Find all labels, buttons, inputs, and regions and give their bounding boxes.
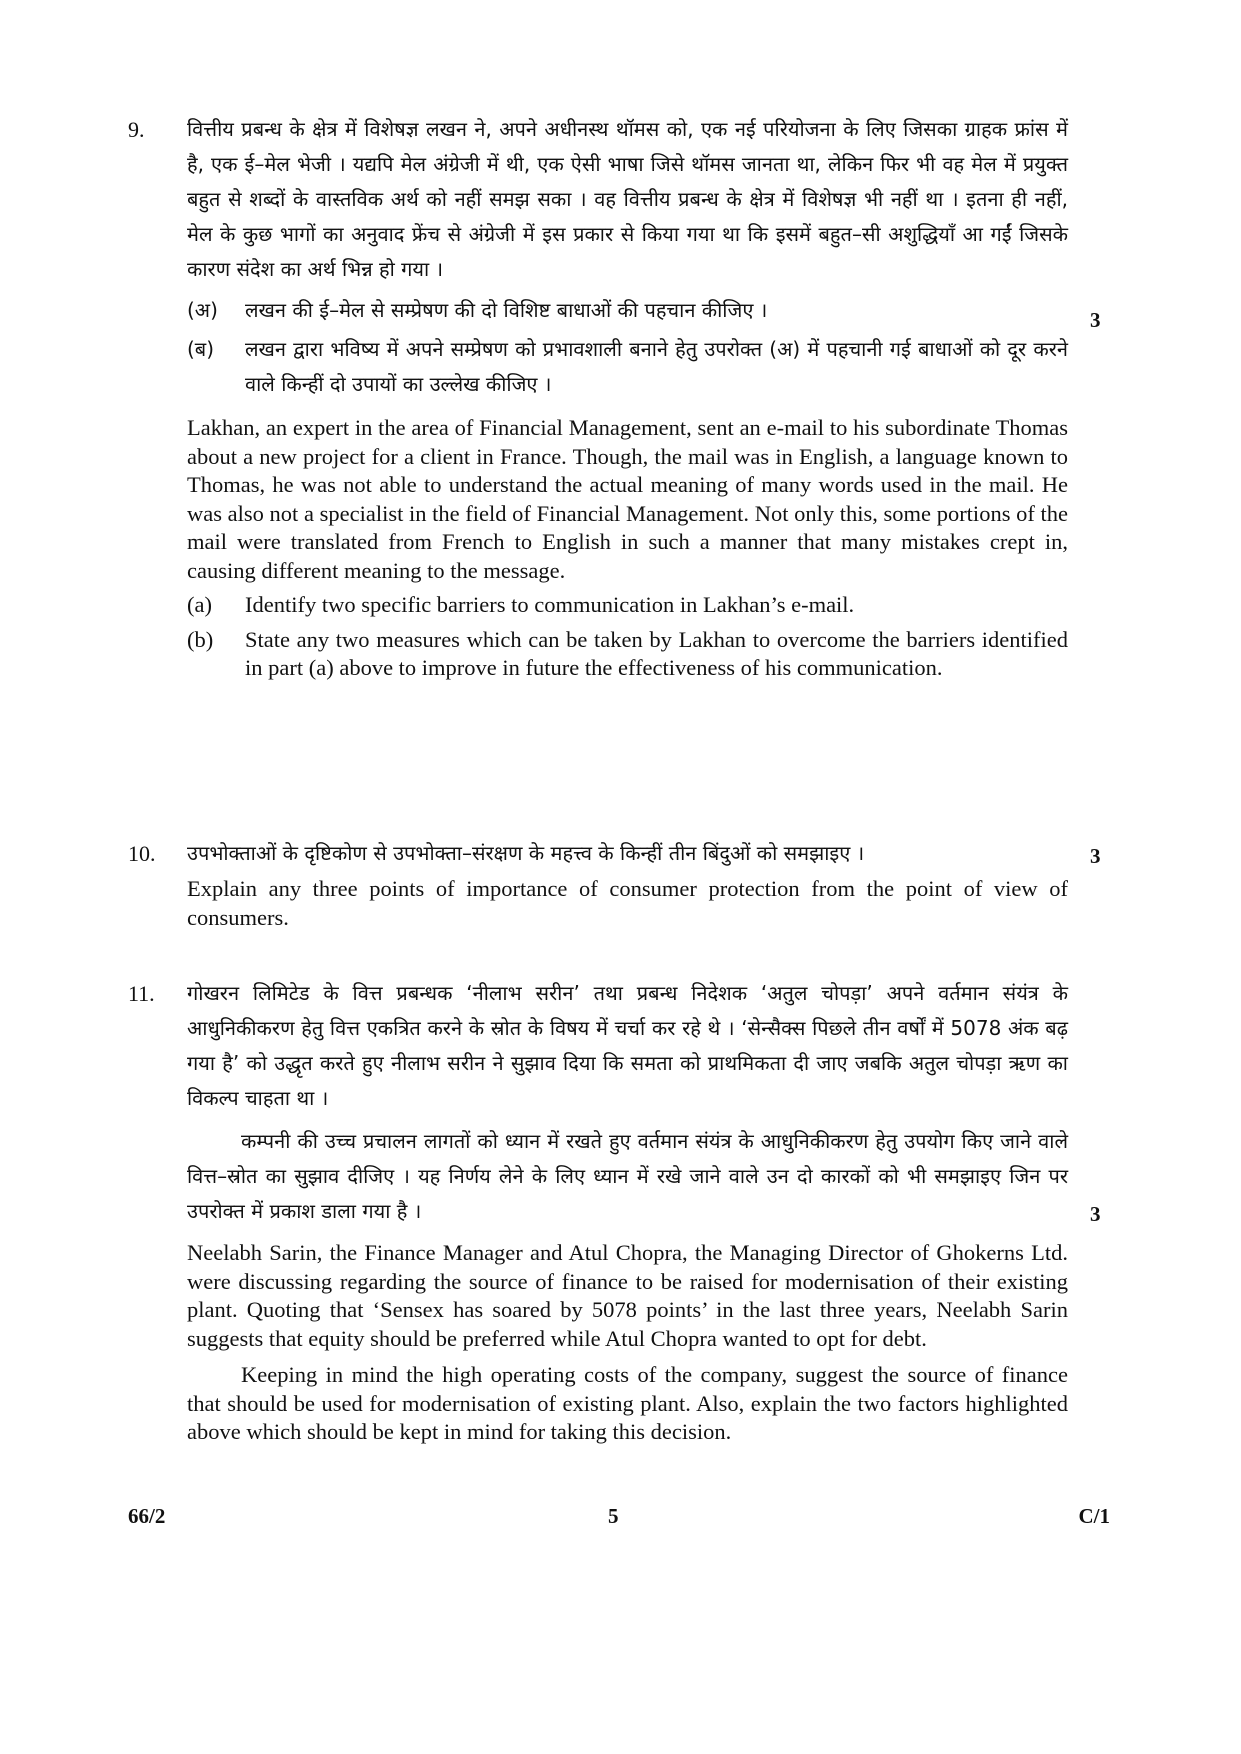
sub-text: Identify two specific barriers to communication in Lakhan’s e-mail.: [245, 592, 855, 617]
sub-text: लखन द्वारा भविष्य में अपने सम्प्रेषण को प्रभावशाली बनाने हेतु उपरोक्त (अ) में पहचानी गई बाधाओं को दूर करने वाले किन्हीं दो उपायों का उल्लेख कीजिए ।: [245, 337, 1068, 396]
question-english-text: Explain any three points of importance of consumer protection from the point of view of consumers.: [187, 876, 1068, 930]
question-number: 10.: [128, 841, 156, 866]
marks-q10: 3: [1090, 844, 1101, 868]
marks-q9: 3: [1090, 308, 1101, 332]
sub-text: State any two measures which can be taken by Lakhan to overcome the barriers identified in part (a) above to improve in future the effectiveness of his communication.: [245, 626, 1068, 680]
question-hindi-text-2: कम्पनी की उच्च प्रचालन लागतों को ध्यान में रखते हुए वर्तमान संयंत्र के आधुनिकीकरण हेतु उपयोग किए जाने वाले वित्त–स्रोत का सुझाव दीजिए । यह निर्णय लेने के लिए ध्यान में रखे जाने वाले उन दो कारकों को भी समझाइए जिन पर उपरोक्त में प्रकाश डाला गया है ।: [187, 1129, 1068, 1223]
sub-question-b-english: [187, 626, 1068, 683]
question-hindi-text: गोखरन लिमिटेड के वित्त प्रबन्धक ‘नीलाभ सरीन’ तथा प्रबन्ध निदेशक ‘अतुल चोपड़ा’ अपने वर्तमान संयंत्र के आधुनिकीकरण हेतु वित्त एकत्रित करने के स्रोत के विषय में चर्चा कर रहे थे । ‘सेन्सैक्स पिछले तीन वर्षों में 5078 अंक बढ़ गया है’ को उद्धृत करते हुए नीलाभ सरीन ने सुझाव दिया कि समता को प्राथमिकता दी जाए जबकि अतुल चोपड़ा ऋण का विकल्प चाहता था ।: [187, 981, 1068, 1110]
question-english-text-2: Keeping in mind the high operating costs of the company, suggest the source of finance that should be used for modernisation of existing plant. Also, explain the two factors highlighted above which should be kept in mind for taking this decision.: [187, 1362, 1068, 1444]
sub-label: (ब): [187, 337, 215, 361]
marks-q11: 3: [1090, 1202, 1101, 1226]
sub-text: लखन की ई–मेल से सम्प्रेषण की दो विशिष्ट बाधाओं की पहचान कीजिए ।: [245, 298, 768, 322]
paper-code: 66/2: [128, 1504, 166, 1528]
question-english-text: Neelabh Sarin, the Finance Manager and Atul Chopra, the Managing Director of Ghokerns Ltd. were discussing regarding the source of finance to be raised for modernisation of their existing plant. Quoting that ‘Sensex has soared by 5078 points’ in the last three years, Neelabh Sarin suggests that equity should be preferred while Atul Chopra wanted to opt for debt.: [187, 1240, 1068, 1351]
question-hindi-text: वित्तीय प्रबन्ध के क्षेत्र में विशेषज्ञ लखन ने, अपने अधीनस्थ थॉमस को, एक नई परियोजना के लिए जिसका ग्राहक फ्रांस में है, एक ई–मेल भेजी । यद्यपि मेल अंग्रेजी में थी, एक ऐसी भाषा जिसे थॉमस जानता था, लेकिन फिर भी वह मेल में प्रयुक्त बहुत से शब्दों के वास्तविक अर्थ को नहीं समझ सका । वह वित्तीय प्रबन्ध के क्षेत्र में विशेषज्ञ भी नहीं था । इतना ही नहीं, मेल के कुछ भागों का अनुवाद फ्रेंच से अंग्रेजी में इस प्रकार से किया गया था कि इसमें बहुत–सी अशुद्धियाँ आ गईं जिसके कारण संदेश का अर्थ भिन्न हो गया ।: [187, 117, 1068, 281]
sub-question-a-hindi: [187, 293, 1068, 328]
question-number: 9.: [128, 117, 145, 142]
question-hindi-text: उपभोक्ताओं के दृष्टिकोण से उपभोक्ता–संरक्षण के महत्त्व के किन्हीं तीन बिंदुओं को समझाइए ।: [187, 841, 865, 865]
page-number: 5: [608, 1504, 619, 1528]
question-number: 11.: [128, 981, 155, 1006]
question-english-text: Lakhan, an expert in the area of Financial Management, sent an e-mail to his subordinate Thomas about a new project for a client in France. Though, the mail was in English, a language known to Thomas, he was not able to understand the actual meaning of many words used in the mail. He was also not a specialist in the field of Financial Management. Not only this, some portions of the mail were translated from French to English in such a manner that many mistakes crept in, causing different meaning to the message.: [187, 415, 1068, 583]
sub-label: (a): [187, 592, 212, 617]
page-footer: [128, 1504, 1110, 1534]
sub-label: (अ): [187, 298, 218, 322]
set-code: C/1: [1078, 1504, 1110, 1528]
sub-label: (b): [187, 626, 214, 652]
sub-question-a-english: [187, 591, 1068, 620]
sub-question-b-hindi: [187, 332, 1068, 402]
